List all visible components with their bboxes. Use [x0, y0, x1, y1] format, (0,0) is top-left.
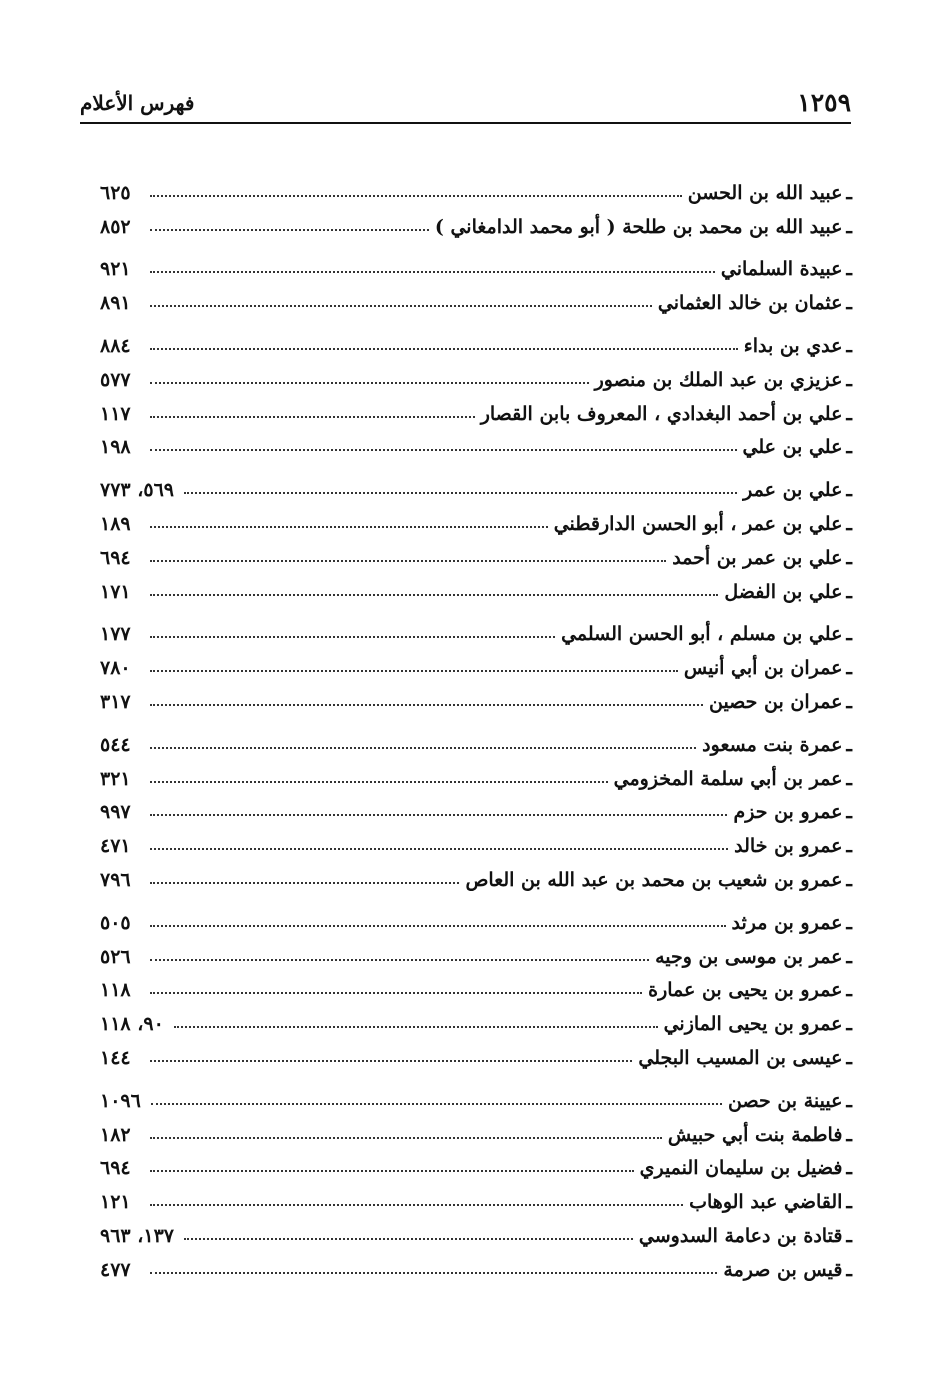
- entry-name: علي بن أحمد البغدادي ، المعروف بابن القصار: [480, 402, 843, 425]
- dot-leader: [174, 1025, 658, 1028]
- dot-leader: [150, 847, 728, 850]
- dot-leader: [150, 1059, 632, 1062]
- entry-dash: ـ: [846, 258, 852, 281]
- entry-pages: ١٧٧: [100, 623, 131, 646]
- dot-leader: [150, 635, 555, 638]
- dot-leader: [150, 381, 589, 384]
- dot-leader: [150, 228, 429, 231]
- entry-dash: ـ: [846, 181, 852, 204]
- index-entry: [100, 857, 852, 891]
- entry-dash: ـ: [846, 690, 852, 713]
- index-entry: [100, 1179, 852, 1213]
- entry-gap: [100, 458, 852, 467]
- index-entry: [100, 1112, 852, 1146]
- entry-pages: ٥٢٦: [100, 945, 131, 968]
- entry-name: علي بن مسلم ، أبو الحسن السلمي: [561, 623, 843, 646]
- entry-name: عمر بن أبي سلمة المخزومي: [613, 767, 843, 790]
- index-entry: [100, 1035, 852, 1069]
- dot-leader: [150, 780, 608, 783]
- entry-name: علي بن عمر بن أحمد: [672, 546, 843, 569]
- entry-pages: ٨٩١: [100, 292, 131, 315]
- entry-pages: ١٩٨: [100, 436, 131, 459]
- dot-leader: [150, 347, 738, 350]
- dot-leader: [150, 1136, 662, 1139]
- dot-leader: [150, 415, 475, 418]
- entry-name: علي بن عمر: [743, 479, 843, 502]
- index-entry: [100, 569, 852, 603]
- entry-pages: ٨٨٤: [100, 334, 131, 357]
- entry-gap: [100, 314, 852, 323]
- entry-name: قتادة بن دعامة السدوسي: [638, 1224, 843, 1247]
- entry-dash: ـ: [846, 835, 852, 858]
- entry-dash: ـ: [846, 979, 852, 1002]
- entry-pages: ١٧١: [100, 580, 131, 603]
- index-entry: [100, 900, 852, 934]
- index-entry: [100, 756, 852, 790]
- dot-leader: [150, 991, 642, 994]
- entry-pages: ١٣٧، ٩٦٣: [100, 1224, 174, 1247]
- dot-leader: [184, 1237, 633, 1240]
- entry-dash: ـ: [846, 215, 852, 238]
- entry-dash: ـ: [846, 436, 852, 459]
- index-entry: [100, 425, 852, 459]
- index-entry: [100, 968, 852, 1002]
- index-entry: [100, 391, 852, 425]
- entry-name: علي بن علي: [742, 436, 843, 459]
- entry-pages: ٣١٧: [100, 690, 131, 713]
- index-entry: [100, 645, 852, 679]
- index-entry: [100, 1001, 852, 1035]
- entry-pages: ١٤٤: [100, 1046, 131, 1069]
- entry-dash: ـ: [846, 868, 852, 891]
- entry-dash: ـ: [846, 767, 852, 790]
- index-entry: [100, 1146, 852, 1180]
- entry-pages: ٩٠، ١١٨: [100, 1013, 164, 1036]
- entry-dash: ـ: [846, 334, 852, 357]
- entry-dash: ـ: [846, 292, 852, 315]
- entry-name: عمرو بن حزم: [733, 801, 843, 824]
- entry-name: عيينة بن حصن: [728, 1089, 843, 1112]
- entry-pages: ١٨٩: [100, 512, 131, 535]
- dot-leader: [184, 491, 737, 494]
- index-entry: [100, 357, 852, 391]
- entry-pages: ٧٩٦: [100, 868, 131, 891]
- entry-name: عمرو بن يحيى المازني: [663, 1013, 843, 1036]
- entry-gap: [100, 1069, 852, 1078]
- entry-name: عزيزي بن عبد الملك بن منصور: [594, 368, 843, 391]
- index-entry: [100, 823, 852, 857]
- dot-leader: [150, 525, 548, 528]
- entry-dash: ـ: [846, 801, 852, 824]
- entry-pages: ١٨٢: [100, 1123, 131, 1146]
- dot-leader: [150, 559, 666, 562]
- entry-name: عمرو بن يحيى بن عمارة: [648, 979, 843, 1002]
- dot-leader: [151, 1102, 722, 1105]
- entry-gap: [100, 603, 852, 612]
- index-entry: [100, 722, 852, 756]
- dot-leader: [150, 924, 726, 927]
- index-entry: [100, 1213, 852, 1247]
- entry-pages: ٤٧٧: [100, 1258, 131, 1281]
- entry-dash: ـ: [846, 623, 852, 646]
- entry-dash: ـ: [846, 657, 852, 680]
- entry-name: عدي بن بداء: [743, 334, 843, 357]
- index-list: [100, 170, 852, 1281]
- entry-dash: ـ: [846, 546, 852, 569]
- entry-dash: ـ: [846, 733, 852, 756]
- entry-dash: ـ: [846, 1046, 852, 1069]
- index-entry: [100, 323, 852, 357]
- entry-name: قيس بن صرمة: [723, 1258, 843, 1281]
- entry-dash: ـ: [846, 1089, 852, 1112]
- entry-name: عمرو بن خالد: [734, 835, 843, 858]
- dot-leader: [150, 304, 652, 307]
- index-entry: [100, 204, 852, 238]
- entry-name: عمران بن أبي أنيس: [683, 657, 843, 680]
- entry-dash: ـ: [846, 1258, 852, 1281]
- index-entry: [100, 790, 852, 824]
- entry-name: عبيد الله بن محمد بن طلحة ( أبو محمد الدامغاني ): [434, 215, 843, 238]
- entry-name: عبيد الله بن الحسن: [687, 181, 843, 204]
- index-entry: [100, 1247, 852, 1281]
- entry-name: عمرة بنت مسعود: [702, 733, 843, 756]
- dot-leader: [150, 593, 718, 596]
- entry-pages: ٩٢١: [100, 258, 131, 281]
- index-entry: [100, 535, 852, 569]
- entry-name: عمر بن موسى بن وجيه: [655, 945, 843, 968]
- index-entry: [100, 679, 852, 713]
- dot-leader: [150, 448, 737, 451]
- entry-pages: ١٠٩٦: [100, 1089, 141, 1112]
- entry-dash: ـ: [846, 1157, 852, 1180]
- dot-leader: [150, 270, 715, 273]
- entry-name: فاطمة بنت أبي حبيش: [667, 1123, 843, 1146]
- entry-gap: [100, 713, 852, 722]
- index-entry: [100, 612, 852, 646]
- index-entry: [100, 501, 852, 535]
- index-entry: [100, 467, 852, 501]
- entry-pages: ١١٨: [100, 979, 131, 1002]
- entry-dash: ـ: [846, 911, 852, 934]
- entry-pages: ٥٦٩، ٧٧٣: [100, 479, 174, 502]
- entry-pages: ٩٩٧: [100, 801, 131, 824]
- entry-dash: ـ: [846, 368, 852, 391]
- dot-leader: [150, 1203, 683, 1206]
- page-header: [80, 86, 851, 120]
- entry-pages: ٧٨٠: [100, 657, 131, 680]
- index-entry: [100, 1078, 852, 1112]
- entry-dash: ـ: [846, 945, 852, 968]
- entry-name: عيسى بن المسيب البجلي: [638, 1046, 843, 1069]
- entry-pages: ٨٥٢: [100, 215, 131, 238]
- entry-dash: ـ: [846, 1123, 852, 1146]
- running-title: فهرس الأعلام: [80, 91, 195, 115]
- dot-leader: [150, 669, 678, 672]
- entry-pages: ١٢١: [100, 1191, 131, 1214]
- entry-name: فضيل بن سليمان النميري: [639, 1157, 843, 1180]
- entry-pages: ٦٢٥: [100, 181, 131, 204]
- index-entry: [100, 934, 852, 968]
- dot-leader: [150, 1271, 717, 1274]
- header-rule: [80, 122, 851, 124]
- dot-leader: [150, 881, 459, 884]
- entry-name: علي بن الفضل: [724, 580, 843, 603]
- page-number: ١٢٥٩: [797, 88, 851, 117]
- index-entry: [100, 247, 852, 281]
- entry-pages: ٥٠٥: [100, 911, 131, 934]
- entry-pages: ٥٤٤: [100, 733, 131, 756]
- index-entry: [100, 280, 852, 314]
- entry-dash: ـ: [846, 402, 852, 425]
- entry-name: عمرو بن شعيب بن محمد بن عبد الله بن العاص: [465, 868, 843, 891]
- entry-name: عبيدة السلماني: [720, 258, 843, 281]
- entry-pages: ٤٧١: [100, 835, 131, 858]
- entry-name: علي بن عمر ، أبو الحسن الدارقطني: [553, 512, 843, 535]
- entry-name: عثمان بن خالد العثماني: [657, 292, 843, 315]
- dot-leader: [150, 703, 703, 706]
- entry-dash: ـ: [846, 1013, 852, 1036]
- entry-gap: [100, 891, 852, 900]
- dot-leader: [150, 813, 727, 816]
- dot-leader: [150, 194, 682, 197]
- entry-dash: ـ: [846, 1191, 852, 1214]
- entry-pages: ٥٧٧: [100, 368, 131, 391]
- entry-dash: ـ: [846, 1224, 852, 1247]
- entry-pages: ٦٩٤: [100, 546, 131, 569]
- entry-name: عمران بن حصين: [708, 690, 843, 713]
- entry-gap: [100, 238, 852, 247]
- entry-pages: ٣٢١: [100, 767, 131, 790]
- entry-name: القاضي عبد الوهاب: [689, 1191, 843, 1214]
- dot-leader: [150, 958, 649, 961]
- entry-dash: ـ: [846, 580, 852, 603]
- entry-dash: ـ: [846, 512, 852, 535]
- entry-dash: ـ: [846, 479, 852, 502]
- dot-leader: [150, 1169, 634, 1172]
- entry-pages: ١١٧: [100, 402, 131, 425]
- entry-name: عمرو بن مرثد: [731, 911, 843, 934]
- dot-leader: [150, 746, 696, 749]
- index-entry: [100, 170, 852, 204]
- entry-pages: ٦٩٤: [100, 1157, 131, 1180]
